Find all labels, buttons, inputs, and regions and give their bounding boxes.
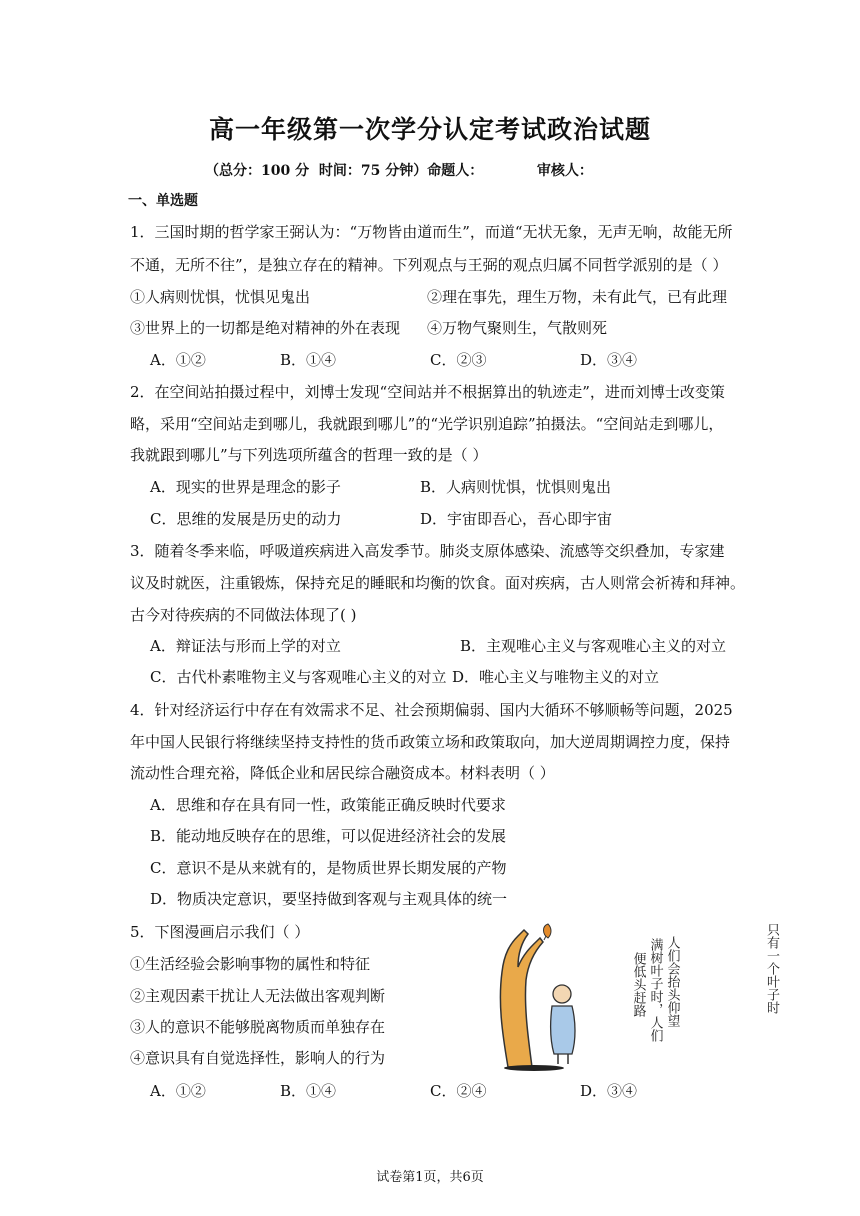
- q2-option-a: A．现实的世界是理念的影子: [150, 478, 341, 496]
- q1-stem-line-1: 1．三国时期的哲学家王弼认为：“万物皆由道而生”，而道“无状无象，无声无响，故能无所: [130, 223, 733, 241]
- q1-stem-line-2: 不通，无所不往”，是独立存在的精神。下列观点与王弼的观点归属不同哲学派别的是（ ）: [130, 256, 728, 274]
- q3-option-a: A．辩证法与形而上学的对立: [150, 637, 341, 655]
- q2-option-b: B．人病则忧惧，忧惧则鬼出: [420, 478, 612, 496]
- q2-stem-line-2: 略，采用“空间站走到哪儿，我就跟到哪儿”的“光学识别追踪”拍摄法。“空间站走到哪儿，: [130, 415, 724, 433]
- tree-trunk: [500, 930, 543, 1067]
- cartoon-caption-4: 便低头赶路: [630, 952, 646, 1017]
- exam-info: （总分：100 分 时间：75 分钟）命题人： 审核人：: [205, 163, 593, 179]
- q1-statement-2: ②理在事先，理生万物，未有此气，已有此理: [427, 288, 728, 306]
- q5-statement-4: ④意识具有自觉选择性，影响人的行为: [130, 1049, 386, 1067]
- q5-option-c: C．②④: [430, 1082, 487, 1100]
- cartoon-illustration: [488, 922, 779, 1072]
- q5-option-b: B．①④: [280, 1082, 337, 1100]
- q3-stem-line-2: 议及时就医，注重锻炼，保持充足的睡眠和均衡的饮食。面对疾病，古人则常会祈祷和拜神。: [130, 574, 746, 592]
- q3-option-d: D．唯心主义与唯物主义的对立: [452, 668, 660, 686]
- svg-text:便低头赶路: [631, 952, 647, 1017]
- q5-statement-3: ③人的意识不能够脱离物质而单独存在: [130, 1018, 386, 1036]
- q1-statement-1: ①人病则忧惧，忧惧见鬼出: [130, 288, 311, 306]
- q2-option-c: C．思维的发展是历史的动力: [150, 510, 342, 528]
- svg-text:只有一个叶子时: [688, 923, 780, 1014]
- q3-stem-line-3: 古今对待疾病的不同做法体现了( ): [130, 606, 357, 624]
- person-body: [551, 1006, 575, 1054]
- q1-option-a: A．①②: [150, 351, 206, 369]
- cartoon-caption-1: 只有一个叶子时: [688, 923, 779, 938]
- q5-statement-1: ①生活经验会影响事物的属性和特征: [130, 955, 371, 973]
- q4-option-b: B．能动地反映存在的思维，可以促进经济社会的发展: [150, 827, 507, 845]
- svg-text:人们会抬头仰望: [665, 936, 681, 1027]
- q3-stem-line-1: 3．随着冬季来临，呼吸道疾病进入高发季节。肺炎支原体感染、流感等交织叠加，专家建: [130, 542, 725, 560]
- q4-stem-line-2: 年中国人民银行将继续坚持支持性的货币政策立场和政策取向，加大逆周期调控力度，保持: [130, 733, 731, 751]
- q4-option-a: A．思维和存在具有同一性，政策能正确反映时代要求: [150, 796, 506, 814]
- cartoon-caption-2: 人们会抬头仰望: [664, 936, 680, 1027]
- q4-option-c: C．意识不是从来就有的，是物质世界长期发展的产物: [150, 859, 507, 877]
- section-heading: 一、单选题: [128, 193, 198, 209]
- q3-option-b: B．主观唯心主义与客观唯心主义的对立: [460, 637, 727, 655]
- q1-statement-4: ④万物气聚则生，气散则死: [427, 319, 608, 337]
- page-footer: 试卷第1页，共6页: [376, 1170, 484, 1185]
- q1-statement-3: ③世界上的一切都是绝对精神的外在表现: [130, 319, 401, 337]
- q1-option-c: C．②③: [430, 351, 487, 369]
- q1-option-b: B．①④: [280, 351, 337, 369]
- q5-statement-2: ②主观因素干扰让人无法做出客观判断: [130, 987, 386, 1005]
- q5-stem: 5．下图漫画启示我们（ ）: [130, 923, 310, 941]
- q2-option-d: D．宇宙即吾心，吾心即宇宙: [420, 510, 613, 528]
- q3-option-c: C．古代朴素唯物主义与客观唯心主义的对立: [150, 668, 447, 686]
- q4-option-d: D．物质决定意识，要坚持做到客观与主观具体的统一: [150, 890, 508, 908]
- person-head: [553, 985, 571, 1003]
- svg-text:满树叶子时，人们: [648, 937, 664, 1043]
- q4-stem-line-1: 4．针对经济运行中存在有效需求不足、社会预期偏弱、国内大循环不够顺畅等问题，2025: [130, 701, 733, 719]
- q2-stem-line-1: 2．在空间站拍摄过程中，刘博士发现“空间站并不根据算出的轨迹走”，进而刘博士改变策: [130, 383, 725, 401]
- q5-option-d: D．③④: [580, 1082, 638, 1100]
- leaf: [544, 924, 552, 938]
- q2-stem-line-3: 我就跟到哪儿”与下列选项所蕴含的哲理一致的是（ ）: [130, 446, 488, 464]
- q5-option-a: A．①②: [150, 1082, 206, 1100]
- cartoon-caption-3: 满树叶子时，人们: [647, 938, 663, 1042]
- q4-stem-line-3: 流动性合理充裕，降低企业和居民综合融资成本。材料表明（ ）: [130, 764, 555, 782]
- q1-option-d: D．③④: [580, 351, 638, 369]
- page-title: 高一年级第一次学分认定考试政治试题: [208, 115, 651, 144]
